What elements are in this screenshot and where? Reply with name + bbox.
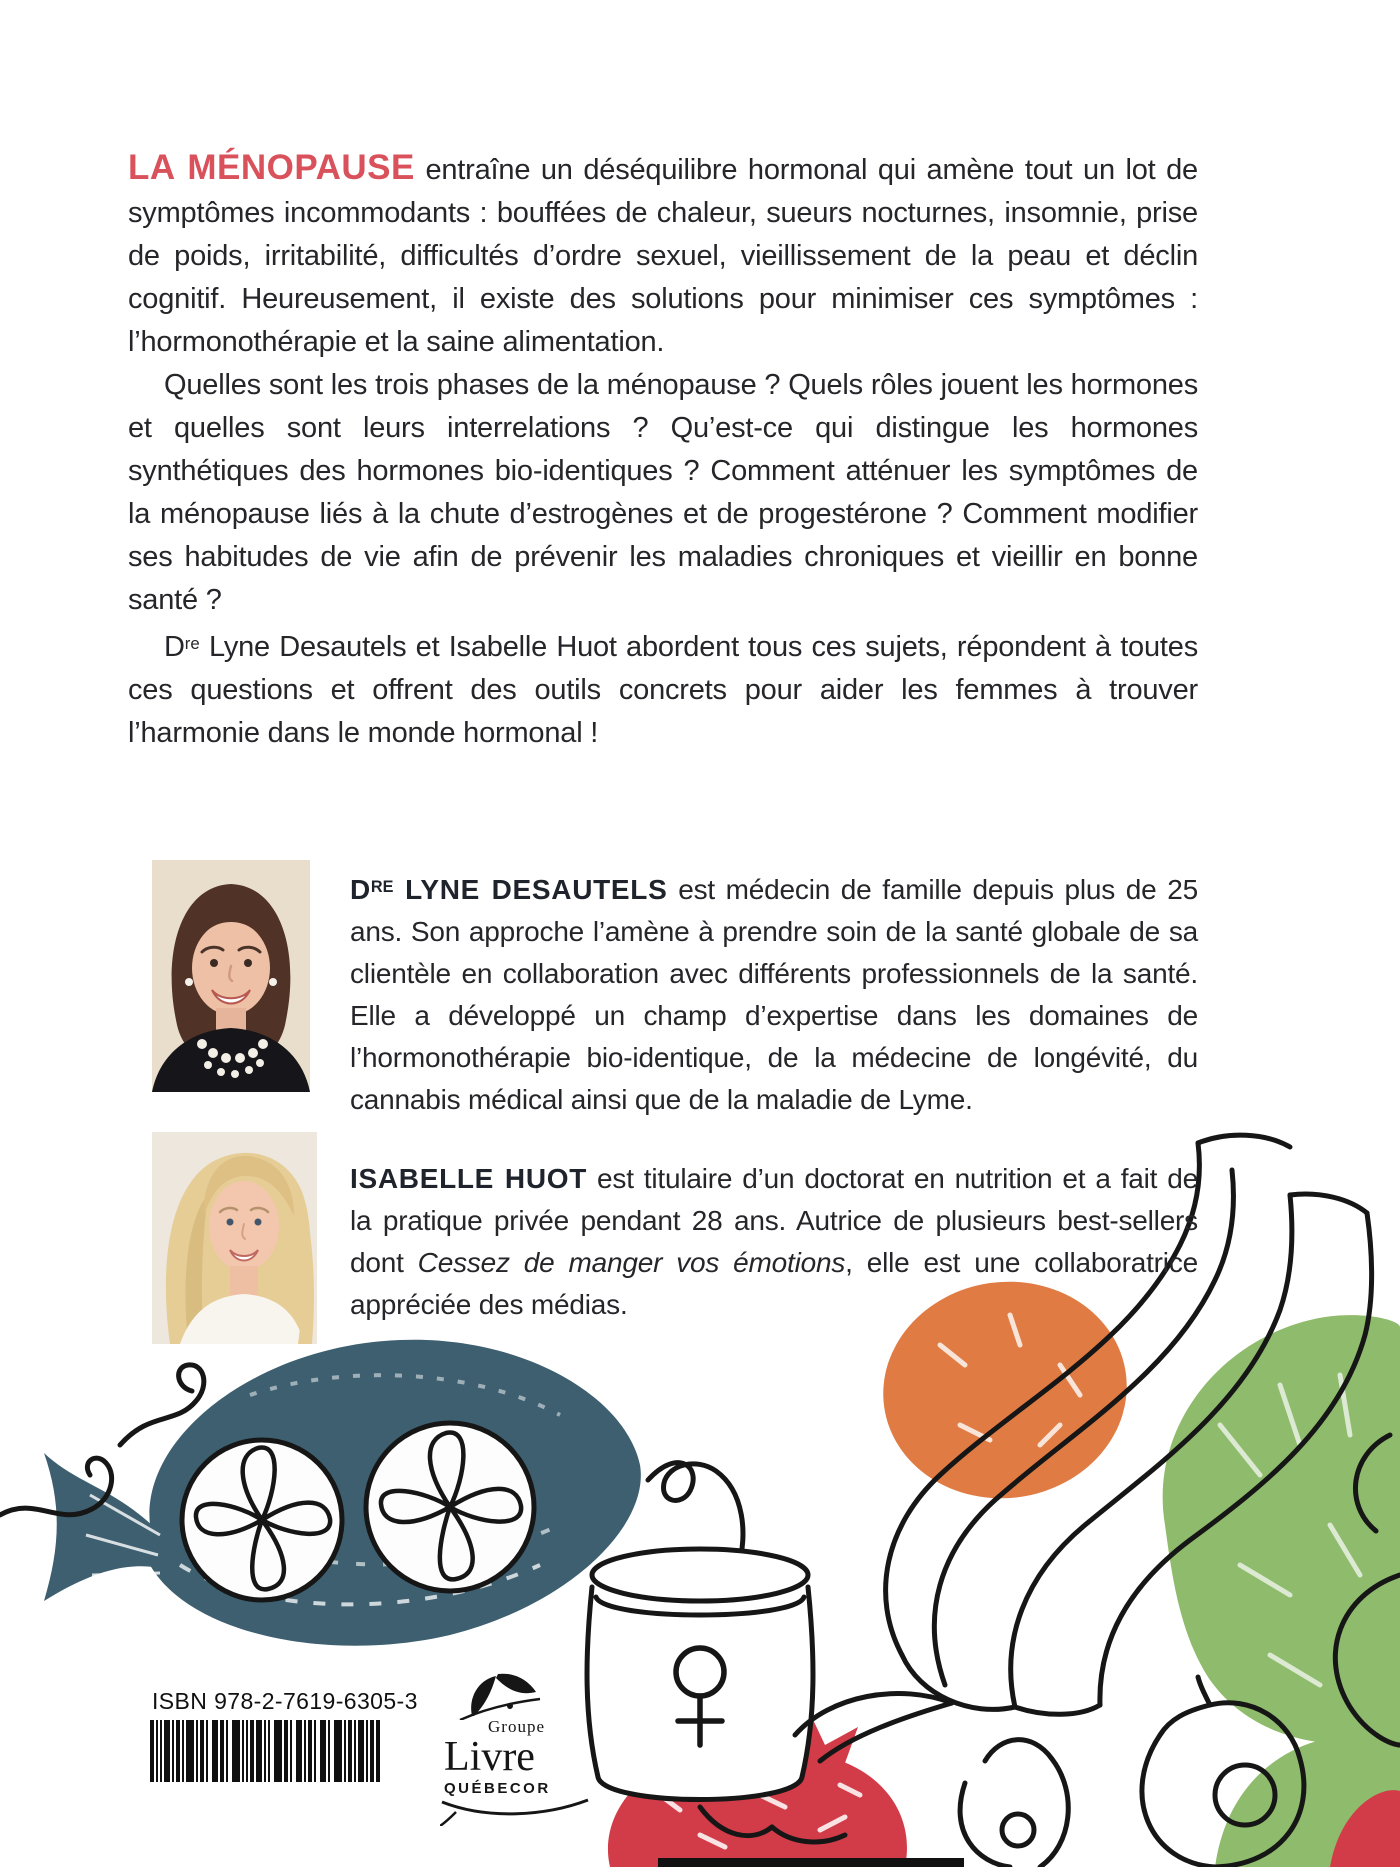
cream-jar-illustration xyxy=(587,1549,813,1800)
publisher-quebecor: QUÉBECOR xyxy=(444,1780,551,1797)
title-la-menopause: LA MÉNOPAUSE xyxy=(128,148,415,187)
citrus-slice-icon xyxy=(182,1440,342,1600)
dre-superscript: re xyxy=(184,634,200,653)
leaf-quill-icon xyxy=(458,1672,542,1720)
author-name-lyne: DRE LYNE DESAUTELS xyxy=(350,873,668,905)
isbn-block xyxy=(150,1688,418,1787)
fish-illustration xyxy=(44,1340,641,1646)
bio-text-isabelle xyxy=(350,1158,1198,1326)
portrait-blonde-illustration xyxy=(152,1132,317,1344)
synopsis-paragraph-3 xyxy=(128,622,1198,755)
bio-body-isabelle-b: , elle est une collaboratrice appréciée des médias. xyxy=(350,1247,1198,1320)
synopsis-text-3a: D xyxy=(164,631,185,664)
portrait-brunette-illustration xyxy=(152,860,310,1092)
greens-illustration xyxy=(1163,1315,1400,1867)
publisher-groupe: Groupe xyxy=(488,1717,545,1736)
author-bio-lyne-desautels xyxy=(350,866,1198,1121)
synopsis-paragraph-2 xyxy=(128,364,1198,622)
synopsis xyxy=(128,146,1198,755)
bottom-crop-bar xyxy=(658,1858,964,1867)
bio-body-isabelle-a: est titulaire d’un doctorat en nutrition et a fait de la pratique privée pendant 28 ans. Autrice de plusieurs best-sellers dont xyxy=(350,1163,1198,1278)
isbn-label: ISBN 978-2-7619-6305-3 xyxy=(152,1688,418,1714)
publisher-livre: Livre xyxy=(444,1734,535,1780)
author-name-isabelle: ISABELLE HUOT xyxy=(350,1163,588,1194)
author-photo-isabelle-huot xyxy=(152,1132,317,1344)
synopsis-text-2: Quelles sont les trois phases de la ménopause ? Quels rôles jouent les hormones et quelles sont leurs interrelations ? Qu’est-ce qui distingue les hormones synthétiques des hormones bio-identiques ? Comment atténuer les symptômes de la ménopause liés à la chute d’estrogènes et de progestérone ? Comment modifier ses habitudes de vie afin de prévenir les maladies chroniques et vieillir en bonne santé ? xyxy=(128,369,1198,616)
publisher-logo xyxy=(428,1672,598,1831)
bio-text-lyne xyxy=(350,866,1198,1121)
barcode xyxy=(150,1720,380,1782)
synopsis-text-1: entraîne un déséquilibre hormonal qui amène tout un lot de symptômes incommodants : bouffées de chaleur, sueurs nocturnes, insomnie, prise de poids, irritabilité, difficultés d’ordre sexuel, vieillissement de la peau et déclin cognitif. Heureusement, il existe des solutions pour minimiser ces symptômes : l’hormonothérapie et la saine alimentation. xyxy=(128,154,1198,358)
author-photo-lyne-desautels xyxy=(152,860,310,1092)
author-bio-isabelle-huot xyxy=(350,1158,1198,1326)
synopsis-paragraph-1 xyxy=(128,146,1198,364)
citrus-slice-icon-2 xyxy=(366,1423,534,1591)
book-title-italic: Cessez de manger vos émotions xyxy=(417,1247,846,1278)
synopsis-text-3b: Lyne Desautels et Isabelle Huot abordent tous ces sujets, répondent à toutes ces questions et offrent des outils concrets pour aider les femmes à trouver l’harmonie dans le monde hormonal ! xyxy=(128,631,1198,750)
swoosh-icon xyxy=(440,1798,590,1826)
bio-body-lyne: est médecin de famille depuis plus de 25 ans. Son approche l’amène à prendre soin de la santé globale de sa clientèle en collaboration avec différents professionnels de la santé. Elle a développé un champ d’expertise dans les domaines de l’hormonothérapie bio-identique, de la médecine de longévité, du cannabis médical ainsi que de la maladie de Lyme. xyxy=(350,873,1198,1115)
